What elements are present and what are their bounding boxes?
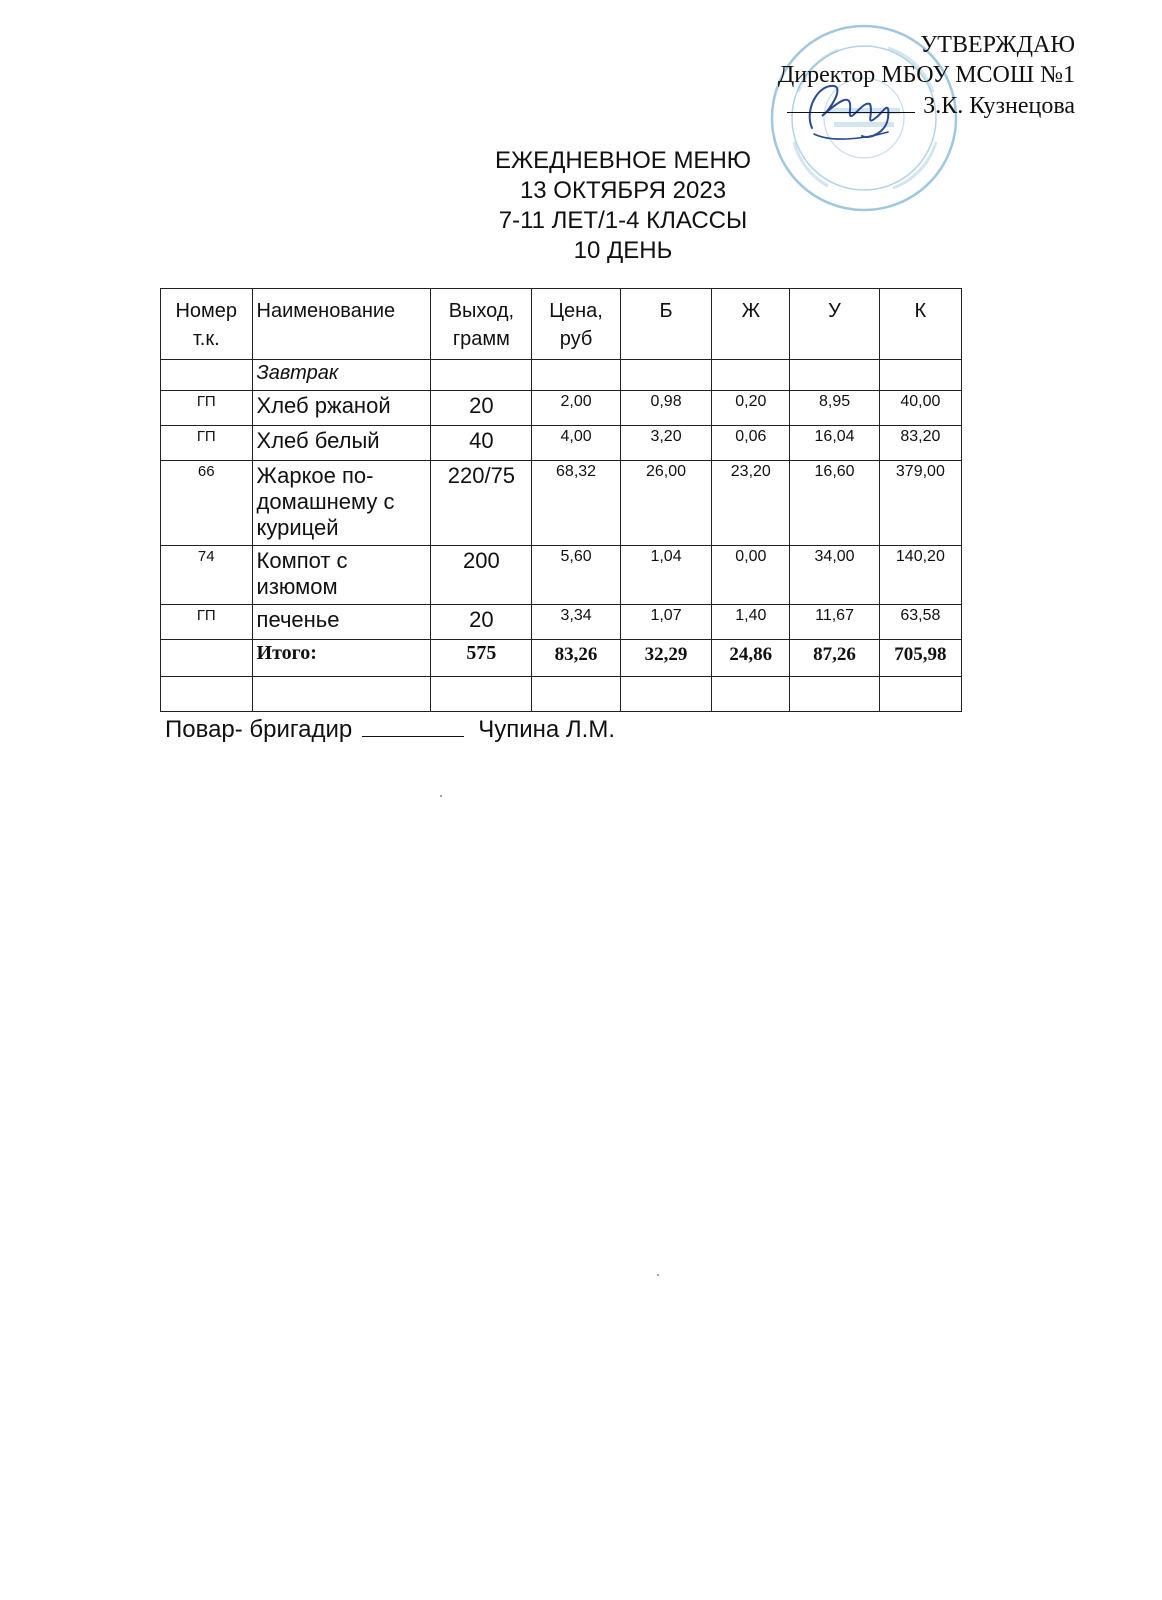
total-row (161, 640, 962, 677)
document-title (0, 146, 1162, 266)
cell-num: ГП (161, 426, 253, 461)
cell-k: 40,00 (879, 391, 961, 426)
scan-speck (440, 795, 442, 797)
cell-output: 220/75 (431, 461, 532, 546)
cell-num: 74 (161, 546, 253, 605)
header-zh: Ж (712, 289, 790, 360)
cell-output: 200 (431, 546, 532, 605)
signature-line (787, 90, 915, 113)
cell-b: 3,20 (620, 426, 712, 461)
table-row (161, 546, 962, 605)
cell-u: 11,67 (790, 605, 879, 640)
section-label: Завтрак (252, 360, 431, 391)
cell-name: Компот с изюмом (252, 546, 431, 605)
cell-zh: 0,20 (712, 391, 790, 426)
cell-price: 4,00 (532, 426, 620, 461)
signature-blank (362, 716, 464, 737)
cell-k: 63,58 (879, 605, 961, 640)
cell-num: 66 (161, 461, 253, 546)
cell-u: 16,60 (790, 461, 879, 546)
table-row (161, 391, 962, 426)
header-b: Б (620, 289, 712, 360)
cell-num: ГП (161, 605, 253, 640)
total-zh: 24,86 (712, 640, 790, 677)
total-u: 87,26 (790, 640, 879, 677)
total-output: 575 (431, 640, 532, 677)
cell-zh: 0,06 (712, 426, 790, 461)
approval-position: Директор МБОУ МСОШ №1 (777, 62, 1075, 88)
header-name: Наименование (252, 289, 431, 360)
total-label: Итого: (252, 640, 431, 677)
title-date: 13 ОКТЯБРЯ 2023 (519, 177, 727, 204)
approval-signature-row (778, 90, 1075, 121)
title-menu: ЕЖЕДНЕВНОЕ МЕНЮ (494, 147, 752, 174)
cook-role: Повар- бригадир (165, 716, 353, 743)
cell-zh: 0,00 (712, 546, 790, 605)
title-age-group: 7-11 ЛЕТ/1-4 КЛАССЫ (498, 207, 748, 234)
cell-price: 3,34 (532, 605, 620, 640)
cell-output: 20 (431, 605, 532, 640)
table-row (161, 605, 962, 640)
table-header-row (161, 289, 962, 360)
menu-table (160, 288, 962, 712)
cell-price: 68,32 (532, 461, 620, 546)
section-row (161, 360, 962, 391)
table-row (161, 426, 962, 461)
header-num: Номер т.к. (161, 289, 253, 360)
approval-block (778, 30, 1075, 121)
cell-k: 140,20 (879, 546, 961, 605)
cell-b: 1,04 (620, 546, 712, 605)
header-output: Выход, грамм (431, 289, 532, 360)
cell-name: Хлеб ржаной (252, 391, 431, 426)
approval-name: З.К. Кузнецова (923, 93, 1075, 119)
total-b: 32,29 (620, 640, 712, 677)
cell-u: 34,00 (790, 546, 879, 605)
title-day: 10 ДЕНЬ (573, 237, 673, 264)
cell-name: Хлеб белый (252, 426, 431, 461)
cell-zh: 23,20 (712, 461, 790, 546)
cell-k: 83,20 (879, 426, 961, 461)
cell-u: 8,95 (790, 391, 879, 426)
cell-b: 0,98 (620, 391, 712, 426)
cell-num: ГП (161, 391, 253, 426)
cell-output: 40 (431, 426, 532, 461)
cell-k: 379,00 (879, 461, 961, 546)
cook-signature-line (165, 716, 615, 744)
header-u: У (790, 289, 879, 360)
cell-price: 2,00 (532, 391, 620, 426)
cell-b: 26,00 (620, 461, 712, 546)
cell-output: 20 (431, 391, 532, 426)
cell-u: 16,04 (790, 426, 879, 461)
cell-price: 5,60 (532, 546, 620, 605)
total-k: 705,98 (879, 640, 961, 677)
total-price: 83,26 (532, 640, 620, 677)
cell-zh: 1,40 (712, 605, 790, 640)
cook-name: Чупина Л.М. (478, 716, 616, 743)
cell-name: Жаркое по-домашнему с курицей (252, 461, 431, 546)
cell-name: печенье (252, 605, 431, 640)
empty-row (161, 677, 962, 712)
table-row (161, 461, 962, 546)
cell-b: 1,07 (620, 605, 712, 640)
scan-speck (657, 1274, 659, 1276)
approval-heading: УТВЕРЖДАЮ (920, 32, 1075, 58)
header-price: Цена, руб (532, 289, 620, 360)
header-k: К (879, 289, 961, 360)
